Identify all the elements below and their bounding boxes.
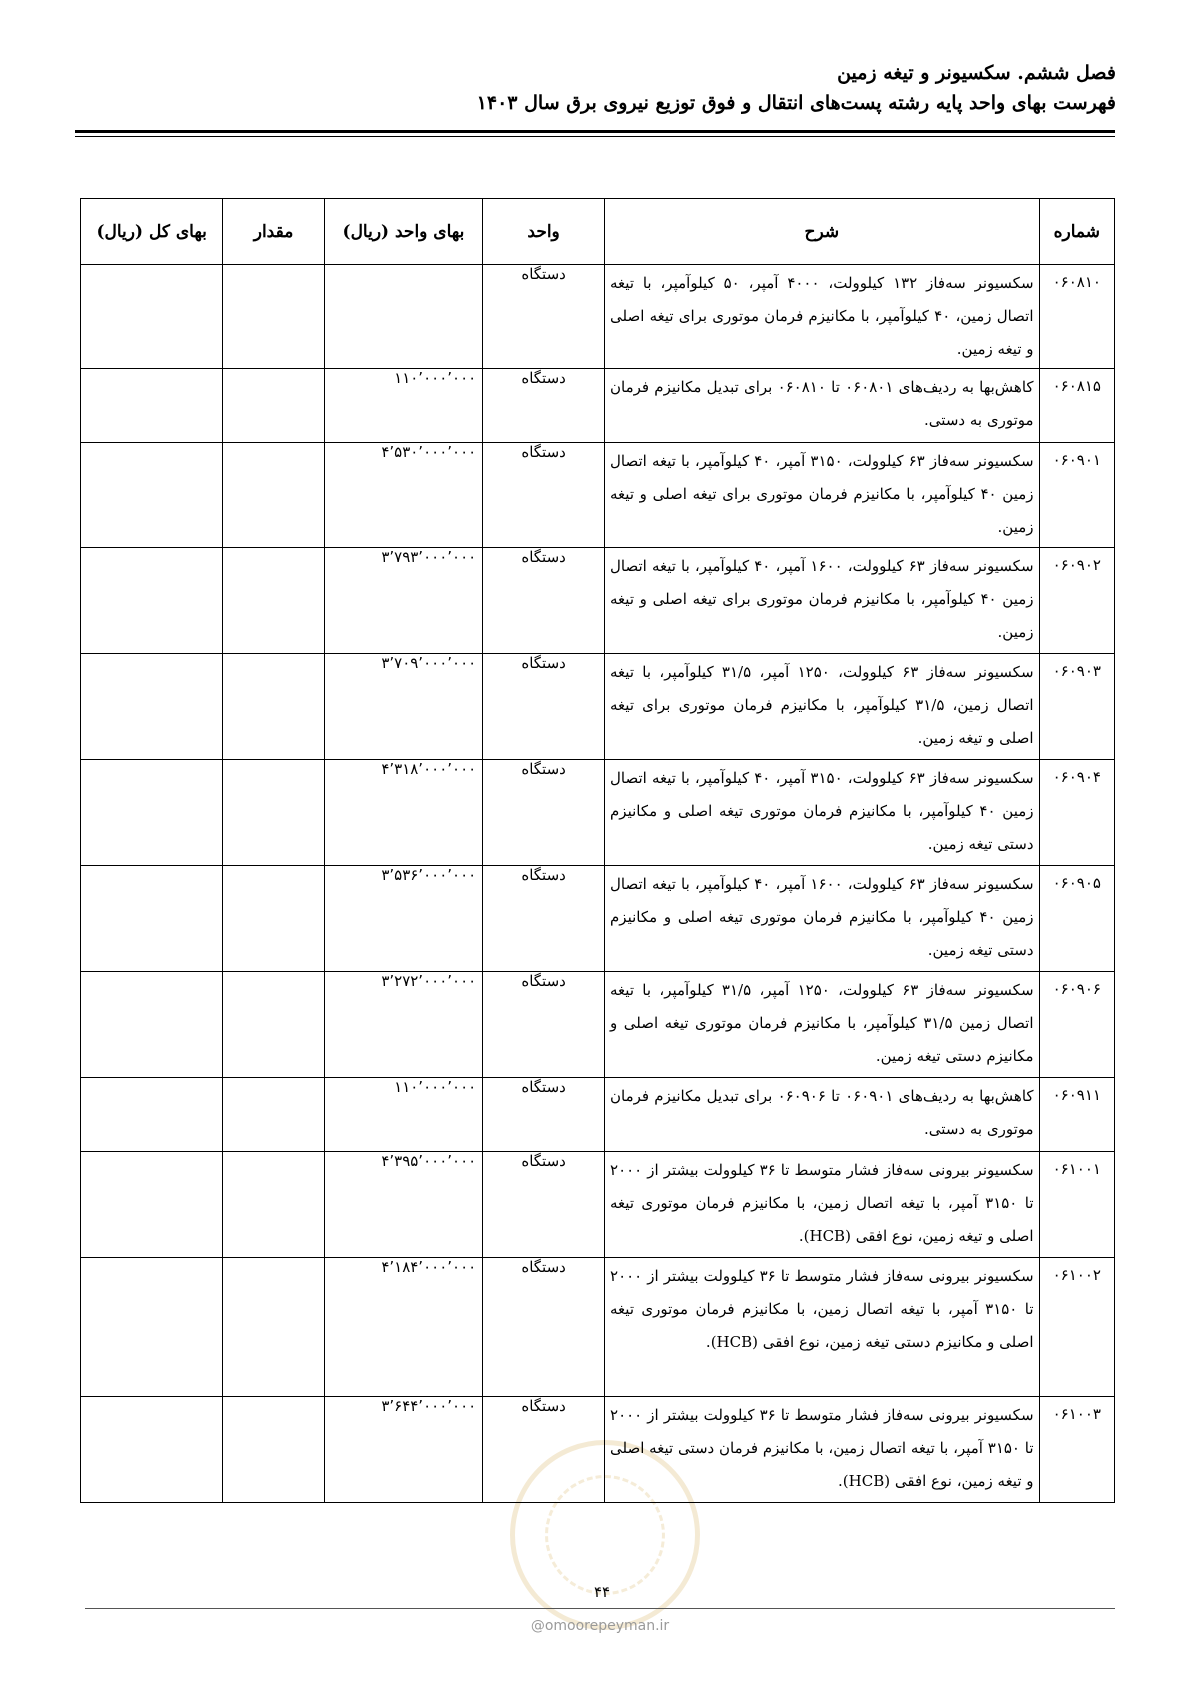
- row-unit-price: [324, 265, 482, 369]
- col-header-description: شرح: [605, 199, 1040, 265]
- row-unit-price: ۳٬۷۰۹٬۰۰۰٬۰۰۰: [324, 654, 482, 760]
- table-row: [81, 369, 1115, 443]
- row-total: [81, 1397, 223, 1503]
- row-quantity: [223, 265, 324, 369]
- header-divider-thin: [75, 136, 1115, 137]
- row-description: کاهش‌بها به ردیف‌های ۰۶۰۹۰۱ تا ۰۶۰۹۰۶ برای تبدیل مکانیزم فرمان موتوری به دستی.: [605, 1078, 1040, 1152]
- row-quantity: [223, 972, 324, 1078]
- col-header-unit-price: بهای واحد (ریال): [324, 199, 482, 265]
- row-total: [81, 866, 223, 972]
- row-code: ۰۶۰۸۱۵: [1039, 369, 1114, 443]
- row-code: ۰۶۰۹۰۶: [1039, 972, 1114, 1078]
- row-total: [81, 443, 223, 548]
- row-quantity: [223, 548, 324, 654]
- row-unit: دستگاه: [483, 1258, 605, 1397]
- row-unit-price: ۴٬۳۱۸٬۰۰۰٬۰۰۰: [324, 760, 482, 866]
- row-description: سکسیونر بیرونی سه‌فاز فشار متوسط تا ۳۶ کیلوولت بیشتر از ۲۰۰۰ تا ۳۱۵۰ آمپر، با تیغه اتصال زمین، با مکانیزم فرمان موتوری تیغه اصلی و تیغه زمین، نوع افقی (HCB).: [605, 1152, 1040, 1258]
- page-header: [76, 58, 1116, 118]
- table-row: [81, 1258, 1115, 1397]
- row-unit: دستگاه: [483, 760, 605, 866]
- row-total: [81, 548, 223, 654]
- table-header-row: [81, 199, 1115, 265]
- header-divider-thick: [75, 130, 1115, 133]
- col-header-unit: واحد: [483, 199, 605, 265]
- row-unit-price: ۴٬۱۸۴٬۰۰۰٬۰۰۰: [324, 1258, 482, 1397]
- row-unit: دستگاه: [483, 1152, 605, 1258]
- row-quantity: [223, 443, 324, 548]
- row-code: ۰۶۰۹۰۲: [1039, 548, 1114, 654]
- row-description: سکسیونر سه‌فاز ۱۳۲ کیلوولت، ۴۰۰۰ آمپر، ۵۰ کیلوآمپر، با تیغه اتصال زمین، ۴۰ کیلوآمپر، با مکانیزم فرمان موتوری برای تیغه اصلی و تیغه زمین.: [605, 265, 1040, 369]
- row-description: سکسیونر سه‌فاز ۶۳ کیلوولت، ۱۶۰۰ آمپر، ۴۰ کیلوآمپر، با تیغه اتصال زمین ۴۰ کیلوآمپر، با مکانیزم فرمان موتوری برای تیغه اصلی و تیغه زمین.: [605, 548, 1040, 654]
- row-total: [81, 972, 223, 1078]
- row-unit: دستگاه: [483, 265, 605, 369]
- row-quantity: [223, 654, 324, 760]
- table-row: [81, 443, 1115, 548]
- row-quantity: [223, 866, 324, 972]
- table-row: [81, 972, 1115, 1078]
- table-row: [81, 654, 1115, 760]
- row-unit-price: ۴٬۵۳۰٬۰۰۰٬۰۰۰: [324, 443, 482, 548]
- row-code: ۰۶۰۹۱۱: [1039, 1078, 1114, 1152]
- row-code: ۰۶۰۹۰۵: [1039, 866, 1114, 972]
- row-unit-price: ۳٬۶۴۴٬۰۰۰٬۰۰۰: [324, 1397, 482, 1503]
- table-row: [81, 1152, 1115, 1258]
- row-unit: دستگاه: [483, 972, 605, 1078]
- row-total: [81, 760, 223, 866]
- row-code: ۰۶۰۸۱۰: [1039, 265, 1114, 369]
- page-number: ۴۴: [593, 1583, 611, 1601]
- row-total: [81, 265, 223, 369]
- row-unit: دستگاه: [483, 443, 605, 548]
- row-code: ۰۶۰۹۰۴: [1039, 760, 1114, 866]
- row-description: سکسیونر سه‌فاز ۶۳ کیلوولت، ۳۱۵۰ آمپر، ۴۰ کیلوآمپر، با تیغه اتصال زمین ۴۰ کیلوآمپر، با مکانیزم فرمان موتوری برای تیغه اصلی و تیغه زمین.: [605, 443, 1040, 548]
- row-code: ۰۶۱۰۰۳: [1039, 1397, 1114, 1503]
- row-unit-price: ۱۱۰٬۰۰۰٬۰۰۰: [324, 369, 482, 443]
- row-code: ۰۶۰۹۰۳: [1039, 654, 1114, 760]
- row-quantity: [223, 1258, 324, 1397]
- row-unit: دستگاه: [483, 1078, 605, 1152]
- footer-website: @omoorepeyman.ir: [530, 1618, 670, 1634]
- row-code: ۰۶۱۰۰۱: [1039, 1152, 1114, 1258]
- table-row: [81, 1397, 1115, 1503]
- row-quantity: [223, 1078, 324, 1152]
- row-total: [81, 1078, 223, 1152]
- row-total: [81, 1258, 223, 1397]
- table-row: [81, 866, 1115, 972]
- row-unit: دستگاه: [483, 369, 605, 443]
- row-quantity: [223, 760, 324, 866]
- row-description: سکسیونر بیرونی سه‌فاز فشار متوسط تا ۳۶ کیلوولت بیشتر از ۲۰۰۰ تا ۳۱۵۰ آمپر، با تیغه اتصال زمین، با مکانیزم فرمان دستی تیغه اصلی و تیغه زمین، نوع افقی (HCB).: [605, 1397, 1040, 1503]
- table-row: [81, 265, 1115, 369]
- chapter-title: فصل ششم. سکسیونر و تیغه زمین: [837, 62, 1116, 84]
- row-description: سکسیونر سه‌فاز ۶۳ کیلوولت، ۳۱۵۰ آمپر، ۴۰ کیلوآمپر، با تیغه اتصال زمین ۴۰ کیلوآمپر، با مکانیزم فرمان موتوری تیغه اصلی و مکانیزم دستی تیغه زمین.: [605, 760, 1040, 866]
- row-quantity: [223, 1397, 324, 1503]
- row-unit-price: ۳٬۲۷۲٬۰۰۰٬۰۰۰: [324, 972, 482, 1078]
- footer-divider: [85, 1608, 1115, 1609]
- table-row: [81, 548, 1115, 654]
- row-unit: دستگاه: [483, 654, 605, 760]
- row-description: کاهش‌بها به ردیف‌های ۰۶۰۸۰۱ تا ۰۶۰۸۱۰ برای تبدیل مکانیزم فرمان موتوری به دستی.: [605, 369, 1040, 443]
- row-code: ۰۶۱۰۰۲: [1039, 1258, 1114, 1397]
- table-row: [81, 1078, 1115, 1152]
- row-total: [81, 654, 223, 760]
- row-description: سکسیونر سه‌فاز ۶۳ کیلوولت، ۱۲۵۰ آمپر، ۳۱/۵ کیلوآمپر، با تیغه اتصال زمین، ۳۱/۵ کیلوآمپر، با مکانیزم فرمان موتوری برای تیغه اصلی و تیغه زمین.: [605, 654, 1040, 760]
- col-header-code: شماره: [1039, 199, 1114, 265]
- col-header-quantity: مقدار: [223, 199, 324, 265]
- price-table: [80, 198, 1115, 1503]
- row-unit: دستگاه: [483, 1397, 605, 1503]
- row-unit-price: ۳٬۷۹۳٬۰۰۰٬۰۰۰: [324, 548, 482, 654]
- row-unit-price: ۴٬۳۹۵٬۰۰۰٬۰۰۰: [324, 1152, 482, 1258]
- row-total: [81, 1152, 223, 1258]
- row-code: ۰۶۰۹۰۱: [1039, 443, 1114, 548]
- row-description: سکسیونر بیرونی سه‌فاز فشار متوسط تا ۳۶ کیلوولت بیشتر از ۲۰۰۰ تا ۳۱۵۰ آمپر، با تیغه اتصال زمین، با مکانیزم فرمان موتوری تیغه اصلی و مکانیزم دستی تیغه زمین، نوع افقی (HCB).: [605, 1258, 1040, 1397]
- row-unit: دستگاه: [483, 548, 605, 654]
- col-header-total-price: بهای کل (ریال): [81, 199, 223, 265]
- row-quantity: [223, 1152, 324, 1258]
- document-title: فهرست بهای واحد پایه رشته پست‌های انتقال و فوق توزیع نیروی برق سال ۱۴۰۳: [476, 92, 1116, 114]
- row-unit-price: ۳٬۵۳۶٬۰۰۰٬۰۰۰: [324, 866, 482, 972]
- row-quantity: [223, 369, 324, 443]
- row-unit: دستگاه: [483, 866, 605, 972]
- row-description: سکسیونر سه‌فاز ۶۳ کیلوولت، ۱۶۰۰ آمپر، ۴۰ کیلوآمپر، با تیغه اتصال زمین ۴۰ کیلوآمپر، با مکانیزم فرمان موتوری تیغه اصلی و مکانیزم دستی تیغه زمین.: [605, 866, 1040, 972]
- row-unit-price: ۱۱۰٬۰۰۰٬۰۰۰: [324, 1078, 482, 1152]
- row-total: [81, 369, 223, 443]
- table-row: [81, 760, 1115, 866]
- row-description: سکسیونر سه‌فاز ۶۳ کیلوولت، ۱۲۵۰ آمپر، ۳۱/۵ کیلوآمپر، با تیغه اتصال زمین ۳۱/۵ کیلوآمپر، با مکانیزم فرمان موتوری تیغه اصلی و مکانیزم دستی تیغه زمین.: [605, 972, 1040, 1078]
